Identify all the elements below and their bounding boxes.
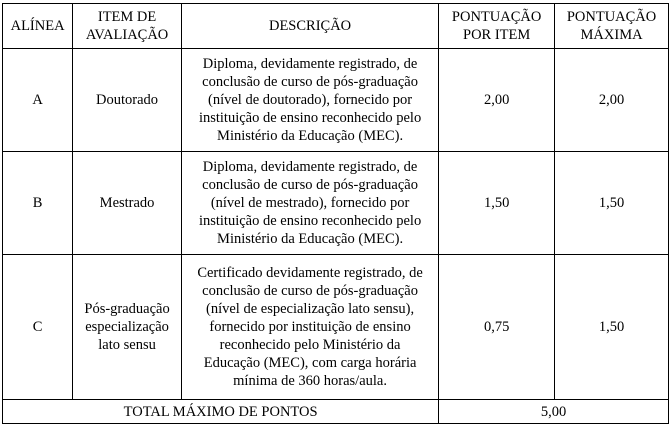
header-pontuacao-maxima: PONTUAÇÃO MÁXIMA <box>555 4 669 49</box>
scoring-table <box>2 3 669 424</box>
total-row <box>3 400 669 424</box>
header-descricao: DESCRIÇÃO <box>181 4 438 49</box>
row-descricao: Certificado devidamente registrado, de conclusão de curso de pós-graduação (nível de especialização lato sensu), fornecido por instituição de ensino reconhecido pelo Ministério da Educação (MEC), com carga horária mínima de 360 horas/aula. <box>181 255 438 400</box>
table-row <box>3 255 669 400</box>
row-item: Doutorado <box>73 49 182 152</box>
table-header-row <box>3 4 669 49</box>
header-alinea: ALÍNEA <box>3 4 73 49</box>
row-pontuacao-maxima: 1,50 <box>555 152 669 255</box>
row-item: Pós-graduação especialização lato sensu <box>73 255 182 400</box>
row-pontuacao-maxima: 1,50 <box>555 255 669 400</box>
total-value: 5,00 <box>439 400 669 424</box>
row-pontuacao-item: 1,50 <box>439 152 555 255</box>
row-pontuacao-item: 0,75 <box>439 255 555 400</box>
row-alinea: B <box>3 152 73 255</box>
total-label: TOTAL MÁXIMO DE PONTOS <box>3 400 439 424</box>
row-alinea: C <box>3 255 73 400</box>
table-row <box>3 49 669 152</box>
row-descricao: Diploma, devidamente registrado, de conclusão de curso de pós-graduação (nível de mestrado), fornecido por instituição de ensino reconhecido pelo Ministério da Educação (MEC). <box>181 152 438 255</box>
row-item: Mestrado <box>73 152 182 255</box>
row-pontuacao-item: 2,00 <box>439 49 555 152</box>
row-pontuacao-maxima: 2,00 <box>555 49 669 152</box>
row-alinea: A <box>3 49 73 152</box>
row-descricao: Diploma, devidamente registrado, de conclusão de curso de pós-graduação (nível de doutorado), fornecido por instituição de ensino reconhecido pelo Ministério da Educação (MEC). <box>181 49 438 152</box>
header-pontuacao-item: PONTUAÇÃO POR ITEM <box>439 4 555 49</box>
table-row <box>3 152 669 255</box>
header-item: ITEM DE AVALIAÇÃO <box>73 4 182 49</box>
